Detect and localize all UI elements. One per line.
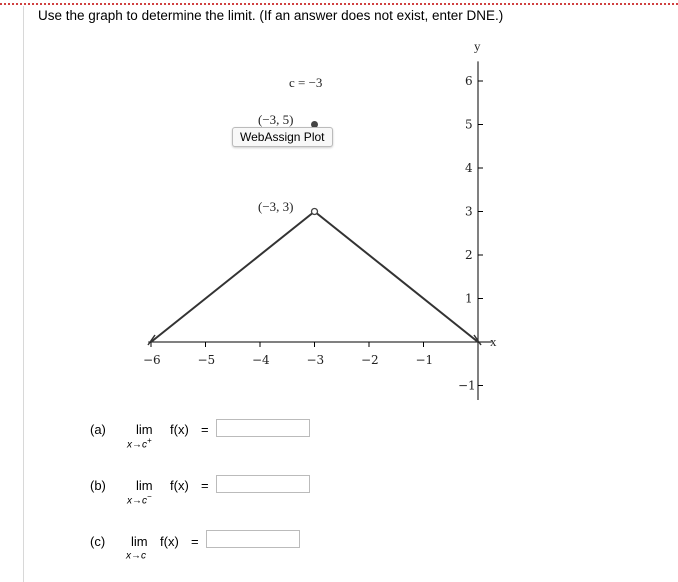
- x-tick-label: −4: [252, 353, 270, 367]
- open-point: [312, 209, 318, 215]
- c-label: c = −3: [289, 75, 323, 90]
- part-b-equals: =: [201, 478, 209, 493]
- x-tick-label: −6: [143, 353, 161, 367]
- y-tick-label: 1: [465, 291, 473, 306]
- x-tick-label: −3: [306, 353, 325, 367]
- y-tick-label: 2: [465, 248, 473, 262]
- answer-input-c[interactable]: [206, 530, 300, 548]
- point-closed-label: (−3, 5): [258, 112, 294, 127]
- part-b-subscript: x→c−: [127, 492, 152, 507]
- x-tick-label: −2: [361, 353, 379, 367]
- axes: [148, 39, 497, 400]
- y-tick-label: 5: [465, 117, 473, 132]
- part-c-subscript: x→c: [126, 550, 146, 562]
- y-tick-label: 4: [465, 161, 473, 175]
- y-axis-label: y: [474, 38, 481, 54]
- part-c-equals: =: [191, 534, 199, 549]
- part-a-label: (a): [90, 422, 106, 437]
- part-a-equals: =: [201, 422, 209, 437]
- part-b-lim: lim: [136, 478, 153, 493]
- x-tick-label: −5: [197, 353, 216, 367]
- part-a-fx: f(x): [170, 422, 189, 437]
- y-tick-label: 6: [465, 74, 473, 88]
- y-tick-label: −1: [458, 378, 476, 393]
- series-line: [151, 212, 478, 343]
- x-axis-label: x: [489, 334, 497, 349]
- part-c-label: (c): [90, 534, 106, 549]
- marks: [148, 121, 481, 345]
- part-a-subscript: x→c+: [127, 436, 152, 451]
- question-prompt: Use the graph to determine the limit. (If an answer does not exist, enter DNE.): [38, 8, 504, 23]
- y-tick-label: 3: [465, 204, 473, 219]
- part-b-fx: f(x): [170, 478, 189, 493]
- x-tick-label: −1: [415, 353, 434, 367]
- part-c-lim: lim: [131, 534, 148, 549]
- webassign-plot-tooltip: WebAssign Plot: [232, 127, 333, 147]
- part-b-label: (b): [90, 478, 106, 493]
- point-open-label: (−3, 3): [258, 199, 294, 214]
- part-a-lim: lim: [136, 422, 153, 437]
- answer-input-b[interactable]: [216, 475, 310, 493]
- part-c-fx: f(x): [160, 534, 179, 549]
- answer-input-a[interactable]: [216, 419, 310, 437]
